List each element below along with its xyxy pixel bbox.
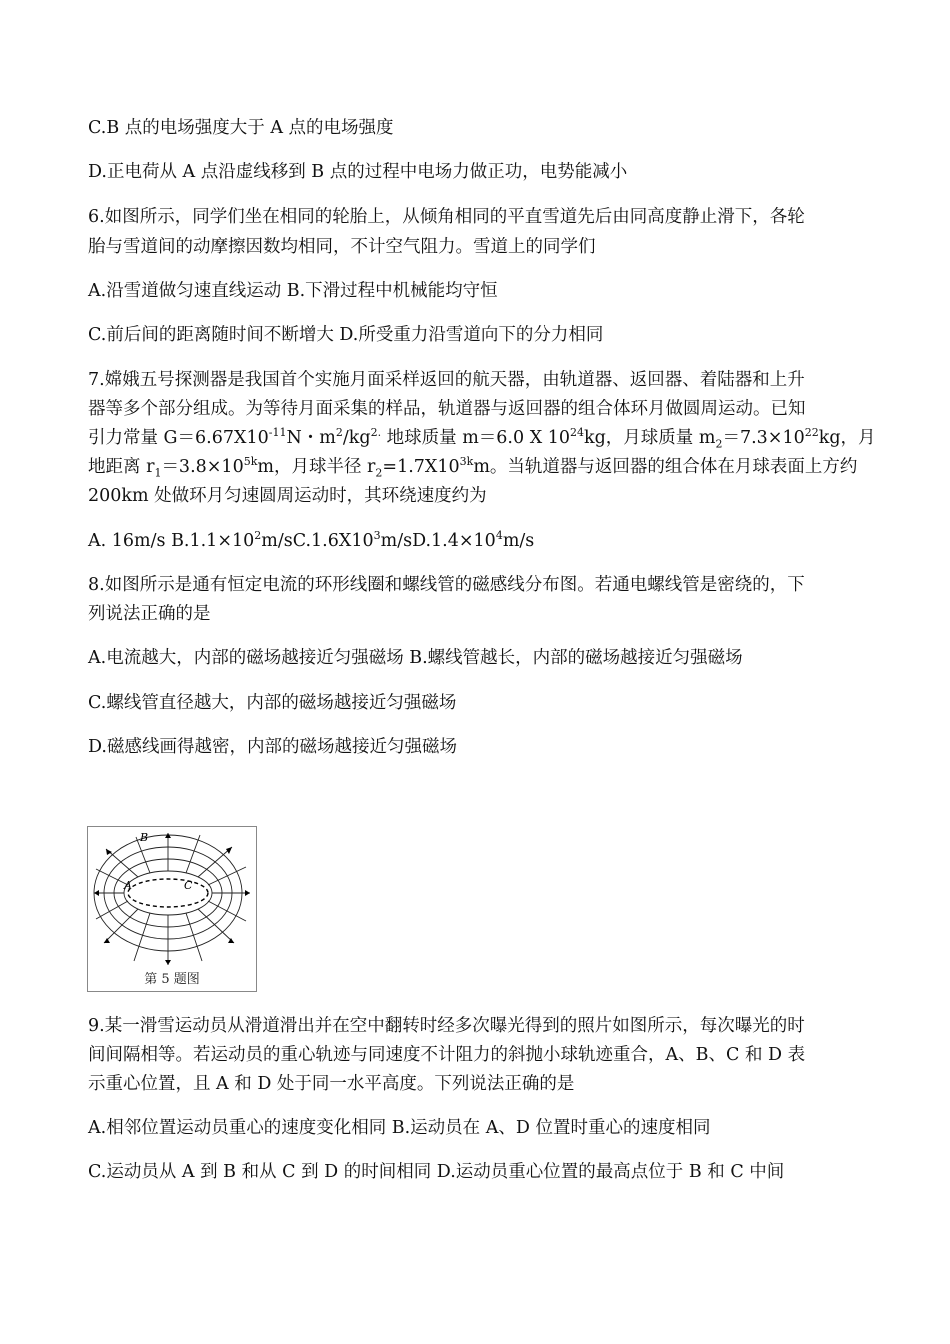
q8-option-d: D.磁感线画得越密，内部的磁场越接近匀强磁场 (88, 737, 457, 757)
q7-stem-line-4: 地距离 $r_1=3.8\times 10^{5k}m$，月球半径 $r_2=1.7X10^{3k}m$。当轨道器与返回器的组合体在月球表面上方约 (88, 455, 858, 480)
q9-stem-line-3: 示重心位置，且 A 和 D 处于同一水平高度。下列说法正确的是 (88, 1074, 575, 1094)
q6-stem-line-2: 胎与雪道间的动摩擦因数均相同，不计空气阻力。雪道上的同学们 (88, 237, 596, 257)
q6-stem-line-1: 6.如图所示，同学们坐在相同的轮胎上，从倾角相同的平直雪道先后由同高度静止滑下，各轮 (88, 207, 805, 227)
q5-option-c: C.B 点的电场强度大于 A 点的电场强度 (88, 118, 394, 138)
q9-stem-line-1: 9.某一滑雪运动员从滑道滑出并在空中翻转时经多次曝光得到的照片如图所示，每次曝光的时 (88, 1016, 805, 1036)
point-label-a: A (124, 879, 132, 892)
q5-option-d: D.正电荷从 A 点沿虚线移到 B 点的过程中电场力做正功，电势能减小 (88, 162, 628, 182)
q6-options-ab: A.沿雪道做匀速直线运动 B.下滑过程中机械能均守恒 (88, 281, 498, 301)
point-label-b: B (140, 831, 149, 844)
field-lines-figure (87, 826, 257, 992)
field-lines-diagram (88, 827, 256, 969)
q7-stem-line-2: 器等多个部分组成。为等待月面采集的样品，轨道器与返回器的组合体环月做圆周运动。已知 (88, 399, 806, 419)
q8-options-ab: A.电流越大，内部的磁场越接近匀强磁场 B.螺线管越长，内部的磁场越接近匀强磁场 (88, 648, 743, 668)
q7-options: A. 16m/s $B.1.1\times 10^2m/sC.1.6X10^3m/sD.1.4\times 10^4m/s$ (88, 529, 535, 551)
point-label-c: C (184, 879, 193, 892)
q7-stem-line-1: 7.嫦娥五号探测器是我国首个实施月面采样返回的航天器，由轨道器、返回器、着陆器和上升 (88, 370, 805, 390)
q7-stem-line-5: 200km 处做环月匀速圆周运动时，其环绕速度约为 (88, 486, 487, 506)
figure-caption: 第 5 题图 (144, 972, 200, 987)
q9-options-cd: C.运动员从 A 到 B 和从 C 到 D 的时间相同 D.运动员重心位置的最高点位于 B 和 C 中间 (88, 1162, 785, 1182)
q8-option-c: C.螺线管直径越大，内部的磁场越接近匀强磁场 (88, 693, 457, 713)
q9-options-ab: A.相邻位置运动员重心的速度变化相同 B.运动员在 A、D 位置时重心的速度相同 (88, 1118, 711, 1138)
q8-stem-line-1: 8.如图所示是通有恒定电流的环形线圈和螺线管的磁感线分布图。若通电螺线管是密绕的，下 (88, 575, 805, 595)
q8-stem-line-2: 列说法正确的是 (88, 604, 211, 624)
q7-stem-line-3: 引力常量 $G=6.67X10^{-11}N$・$m^2/kg^{2.}$ 地球质量 m＝6.0 X $10^{24}kg$，月球质量 $m_2=7.3\times 10^{22}kg$，月 (88, 426, 876, 451)
q9-stem-line-2: 间间隔相等。若运动员的重心轨迹与同速度不计阻力的斜抛小球轨迹重合，A、B、C 和 D 表 (88, 1045, 806, 1065)
q6-options-cd: C.前后间的距离随时间不断增大 D.所受重力沿雪道向下的分力相同 (88, 325, 604, 345)
